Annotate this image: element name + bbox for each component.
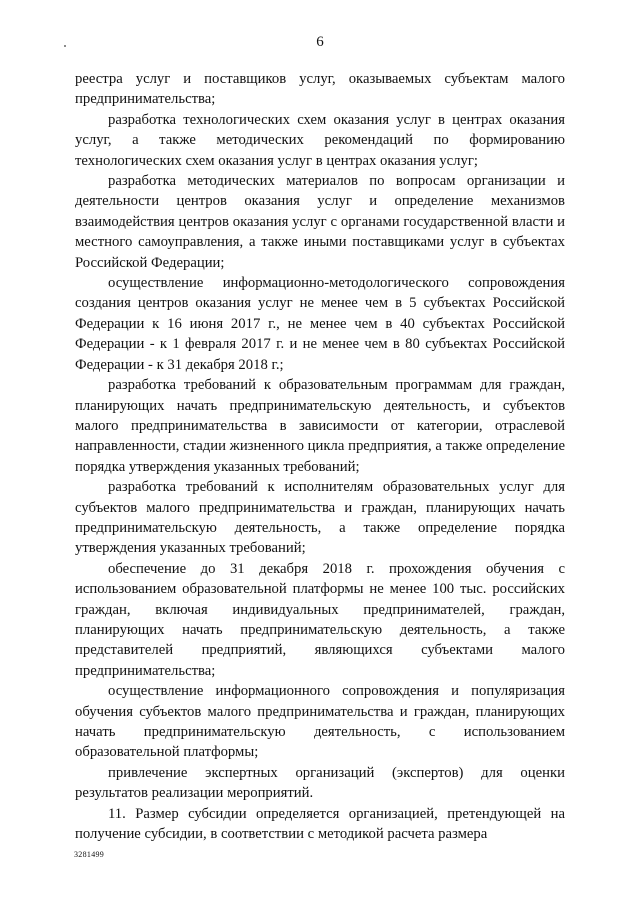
paragraph: разработка технологических схем оказания услуг в центрах оказания услуг, а также методических рекомендаций по формированию технологических схем оказания услуг в центрах оказания услуг; [75, 111, 565, 169]
paragraph: реестра услуг и поставщиков услуг, оказываемых субъектам малого предпринимательства; [75, 71, 565, 108]
document-body [75, 69, 565, 844]
paragraph: разработка требований к исполнителям образовательных услуг для субъектов малого предпринимательства и граждан, планирующих начать предпринимательскую деятельность, а также определение порядка утверждения указанных требований; [75, 479, 565, 557]
page-number: 6 [316, 34, 324, 50]
document-code: 3281499 [74, 850, 105, 859]
paragraph: привлечение экспертных организаций (экспертов) для оценки результатов реализации мероприятий. [75, 764, 565, 802]
paragraph: разработка методических материалов по вопросам организации и деятельности центров оказания услуг и определение механизмов взаимодействия центров оказания услуг с органами государственной власти и местного самоуправления, а также иными поставщиками услуг в субъектах Российской Федерации; [75, 173, 565, 271]
paragraph: 11. Размер субсидии определяется организацией, претендующей на получение субсидии, в соответствии с методикой расчета размера [75, 805, 565, 843]
paragraph: осуществление информационного сопровождения и популяризация обучения субъектов малого предпринимательства и граждан, планирующих начать предпринимательскую деятельность, с использованием образовательной платформы; [75, 683, 565, 761]
paragraph: осуществление информационно-методологического сопровождения создания центров оказания услуг не менее чем в 5 субъектах Российской Федерации к 16 июня 2017 г., не менее чем в 40 субъектах Российской Федерации - к 1 февраля 2017 г. и не менее чем в 80 субъектах Российской Федерации - к 31 декабря 2018 г.; [75, 275, 565, 373]
paragraph: разработка требований к образовательным программам для граждан, планирующих начать предпринимательскую деятельность, и субъектов малого предпринимательства в зависимости от категории, отраслевой направленности, стадии жизненного цикла предприятия, а также определение порядка утверждения указанных требований; [75, 377, 565, 475]
paragraph: обеспечение до 31 декабря 2018 г. прохождения обучения с использованием образовательной платформы не менее 100 тыс. российских граждан, включая индивидуальных предпринимателей, граждан, планирующих начать предпринимательскую деятельность, а также представителей предприятий, являющихся субъектами малого предпринимательства; [75, 560, 565, 679]
